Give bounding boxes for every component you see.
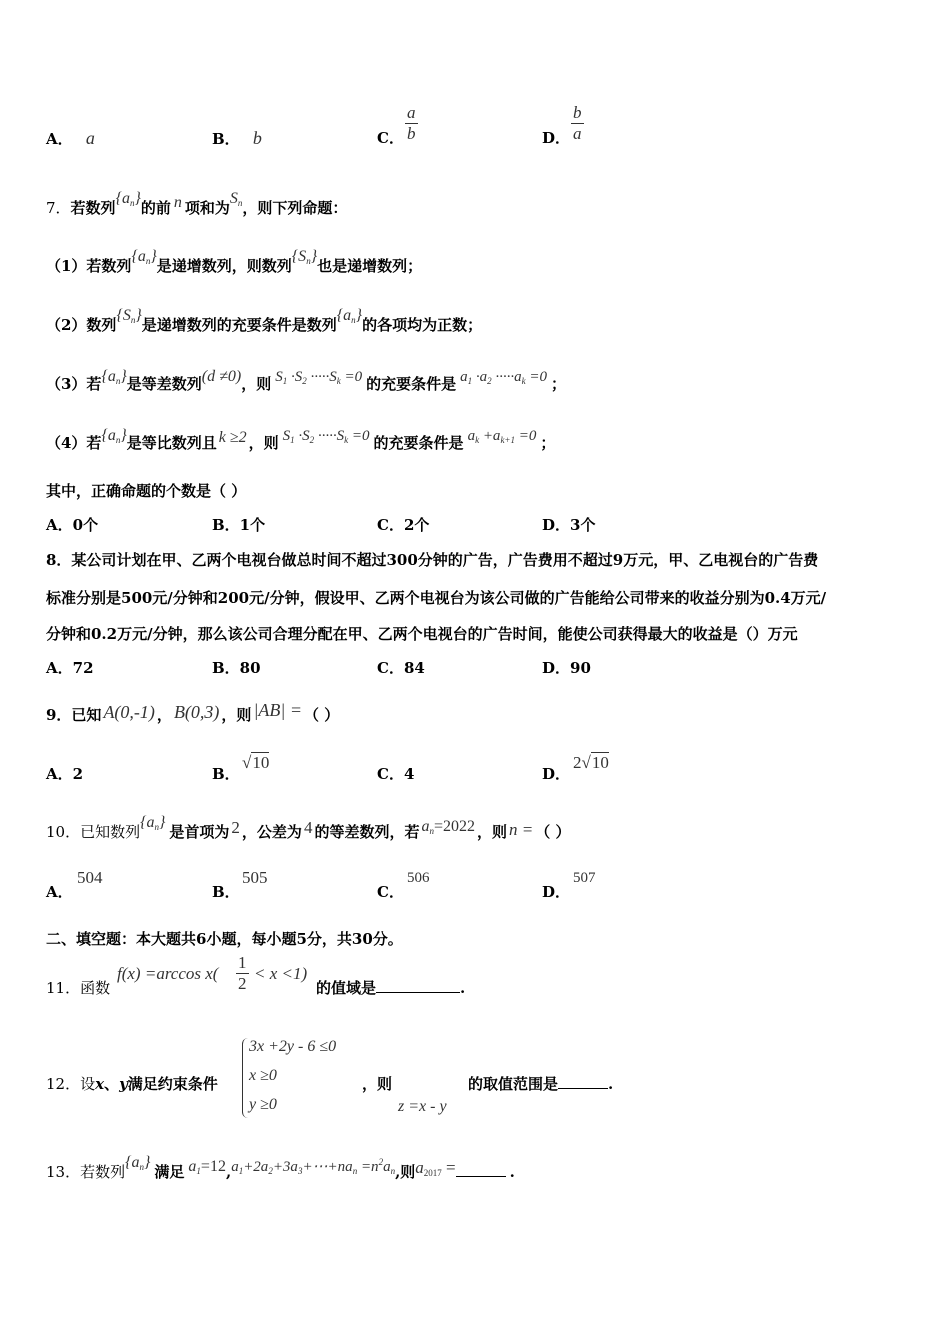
q7-question: 其中，正确命题的个数是（ ） — [46, 482, 247, 500]
q8-option-b: B．80 — [212, 659, 261, 677]
q11-stem: 11．函数 — [46, 979, 111, 997]
q7-item-1: （1）若数列$\{a_n\}$是递增数列，则数列$\{S_n\}$也是递增数列； — [46, 248, 423, 275]
q7-option-c: C．2个 — [377, 516, 430, 534]
q7-item-4-product-s: $S_1 \cdot S_2 \cdot\cdot\cdot\cdot\cdot S_k =0$ — [282, 428, 370, 445]
q6-option-b-value: b — [252, 128, 262, 148]
q9-stem: 9．已知 A(0,-1) ， B(0,3) ，则 |AB| = （ ） — [46, 700, 340, 724]
q10-option-d-value: 507 — [573, 870, 596, 886]
q6-option-c: C． — [377, 129, 404, 147]
q12-constraint-2: x ≥0 — [249, 1067, 277, 1084]
q7-option-a: A．0个 — [46, 516, 99, 534]
q9-option-c: C．4 — [377, 765, 415, 783]
q11-fraction: $\frac{1}{2}$ — [238, 953, 247, 993]
q7-item-3-product-a: $a_1 \cdot a_2 \cdot\cdot\cdot\cdot\cdot a_k =0$ — [460, 369, 547, 386]
q6-option-a-value: a — [85, 128, 95, 148]
q13-recurrence: $a_1+2a_2+3a_3+\cdots+na_n =n^2a_n$ — [231, 1157, 396, 1176]
q10-option-c-value: 506 — [407, 870, 430, 886]
q10-stem: 10．已知数列$\{a_n\}$是首项为 2 ，公差为 4 的等差数列，若 $a_n=2022$ ，则 n = （ ） — [46, 814, 571, 841]
q7-item-4: （4）若$\{a_n\}$是等比数列且 k ≥2 ，则 $S_1 \cdot S_2 \cdot\cdot\cdot\cdot\cdot S_k =0$ 的充要条件是 $a_k +a_{k+1} =0$ ； — [46, 427, 556, 452]
q9-option-d: D． — [542, 765, 571, 783]
q12-objective: z =x - y — [398, 1098, 447, 1115]
q7-option-b: B．1个 — [212, 516, 266, 534]
q12-stem: 12．设x、y满足约束条件 — [46, 1075, 218, 1093]
q9-option-b: B． — [212, 765, 240, 783]
q10-option-b-value: 505 — [242, 868, 268, 887]
q8-line-3: 分钟和0.2万元/分钟，那么该公司合理分配在甲、乙两个电视台的广告时间，能使公司获得最大的收益是（）万元 — [46, 625, 798, 643]
q12-constraint-1: 3x +2y - 6 ≤0 — [249, 1038, 337, 1055]
q8-option-d: D．90 — [542, 659, 591, 677]
q11-tail: 的值域是 . — [316, 979, 466, 997]
q7-option-d: D．3个 — [542, 516, 596, 534]
q9-option-b-sqrt: √10 — [242, 753, 270, 772]
q7-item-2: （2）数列$\{S_n\}$是递增数列的充要条件是数列$\{a_n\}$的各项均为正数； — [46, 307, 483, 334]
q9-option-d-sqrt: 2√10 — [573, 753, 609, 772]
q8-option-a: A．72 — [46, 659, 94, 677]
q11-function: f(x) =arccos x( — [117, 964, 219, 983]
q6-option-b: B． b — [212, 128, 262, 148]
q9-option-a: A．2 — [46, 765, 84, 783]
section-2-heading: 二、填空题：本大题共6小题，每小题5分，共30分。 — [46, 930, 403, 948]
q10-option-a: A． — [46, 883, 73, 901]
q10-option-c: C． — [377, 883, 404, 901]
q8-option-c: C．84 — [377, 659, 425, 677]
q8-line-2: 标准分别是500元/分钟和200元/分钟，假设甲、乙两个电视台为该公司做的广告能给公司带来的收益分别为0.4万元/ — [46, 589, 827, 607]
q11-domain: < x <1) — [254, 964, 308, 983]
q12-constraint-3: y ≥0 — [249, 1096, 277, 1113]
q7-item-3: （3）若$\{a_n\}$是等差数列(d ≠0)，则 $S_1 \cdot S_2 \cdot\cdot\cdot\cdot\cdot S_k =0$ 的充要条件是 $a_1 \cdot a_2 \cdot\cdot\cdot\cdot\cdot a_k =0$ ； — [46, 368, 566, 393]
q7-item-4-sum: $a_k +a_{k+1} =0$ — [467, 428, 537, 445]
q7-stem: 7．若数列$\{a_n\}$的前 n 项和为$S_n$，则下列命题： — [46, 190, 348, 217]
q6-option-d-fraction: $\frac{b}{a}$ — [573, 103, 582, 143]
q12-tail: 的取值范围是 . — [468, 1075, 614, 1093]
q13-answer-blank[interactable] — [456, 1176, 506, 1177]
q11-answer-blank[interactable] — [376, 992, 460, 993]
q10-option-d: D． — [542, 883, 571, 901]
q13-stem: 13．若数列$\{a_n\}$满足 $a_1=12,a_1+2a_2+3a_3+\cdots+na_n =n^2a_n$,则$a_{2017}$ = . — [46, 1154, 515, 1181]
q12-answer-blank[interactable] — [558, 1088, 608, 1089]
q12-then: ，则 — [362, 1075, 393, 1093]
q10-option-a-value: 504 — [77, 868, 103, 887]
q10-option-b: B． — [212, 883, 240, 901]
q8-line-1: 8．某公司计划在甲、乙两个电视台做总时间不超过300分钟的广告，广告费用不超过9万元，甲、乙电视台的广告费 — [46, 551, 819, 569]
q6-option-d: D． — [542, 129, 571, 147]
q6-option-c-fraction: $\frac{a}{b}$ — [407, 103, 416, 143]
q7-item-3-product-s: $S_1 \cdot S_2 \cdot\cdot\cdot\cdot\cdot S_k =0$ — [275, 369, 363, 386]
q6-option-a: A． a — [46, 128, 95, 148]
